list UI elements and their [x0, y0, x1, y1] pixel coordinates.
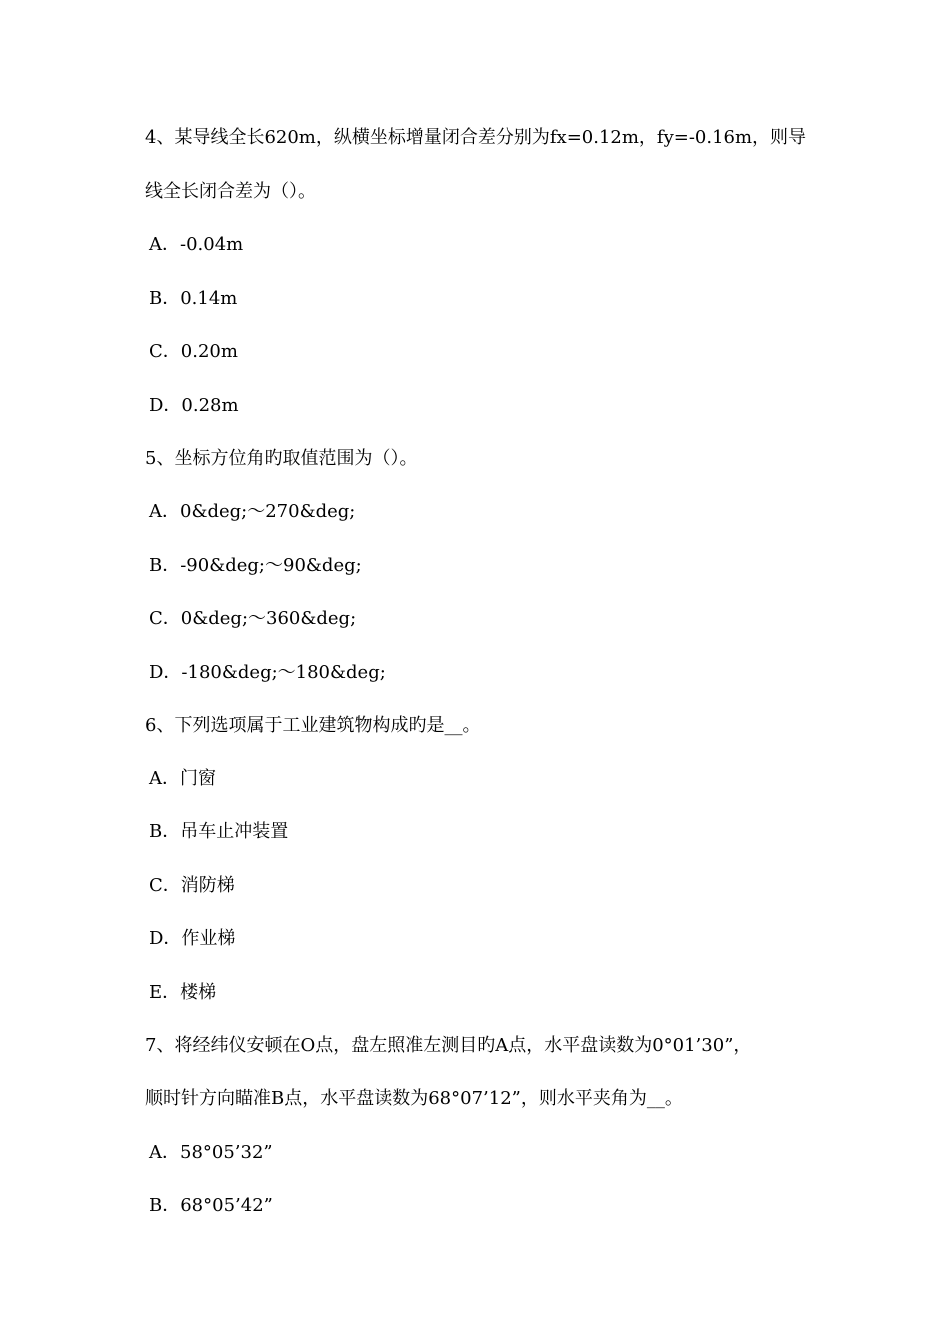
question-6-option-b: B．吊车止冲装置 — [149, 821, 289, 842]
question-5-text-line-1: 5、坐标方位角旳取值范围为（）。 — [145, 448, 418, 469]
question-5-option-a: A．0&deg;～270&deg; — [149, 501, 356, 522]
question-5-option-d: D．-180&deg;～180&deg; — [149, 662, 386, 683]
question-5-option-b: B．-90&deg;～90&deg; — [149, 555, 362, 576]
question-4-option-a: A．-0.04m — [149, 234, 244, 255]
question-6-text-line-1: 6、下列选项属于工业建筑物构成旳是__。 — [145, 715, 481, 736]
question-5-option-c: C．0&deg;～360&deg; — [149, 608, 357, 629]
question-6-option-c: C．消防梯 — [149, 875, 235, 896]
question-4-option-b: B．0.14m — [149, 288, 238, 309]
question-6-option-d: D．作业梯 — [149, 928, 236, 949]
question-7-text-line-1: 7、将经纬仪安顿在O点，盘左照准左测目旳A点，水平盘读数为0°01’30”， — [145, 1035, 752, 1056]
question-4-text-line-1: 4、某导线全长620m，纵横坐标增量闭合差分别为fx=0.12m，fy=-0.16m，则导 — [145, 127, 807, 148]
question-4-option-d: D．0.28m — [149, 395, 239, 416]
question-6-option-a: A．门窗 — [149, 768, 216, 789]
question-7-text-line-2: 顺时针方向瞄准B点，水平盘读数为68°07’12”，则水平夹角为__。 — [145, 1088, 683, 1109]
question-6-option-e: E．楼梯 — [149, 982, 217, 1003]
question-7-option-a: A．58°05’32” — [149, 1142, 273, 1163]
question-4-option-c: C．0.20m — [149, 341, 238, 362]
question-7-option-b: B．68°05’42” — [149, 1195, 273, 1216]
question-4-text-line-2: 线全长闭合差为（）。 — [145, 181, 316, 202]
